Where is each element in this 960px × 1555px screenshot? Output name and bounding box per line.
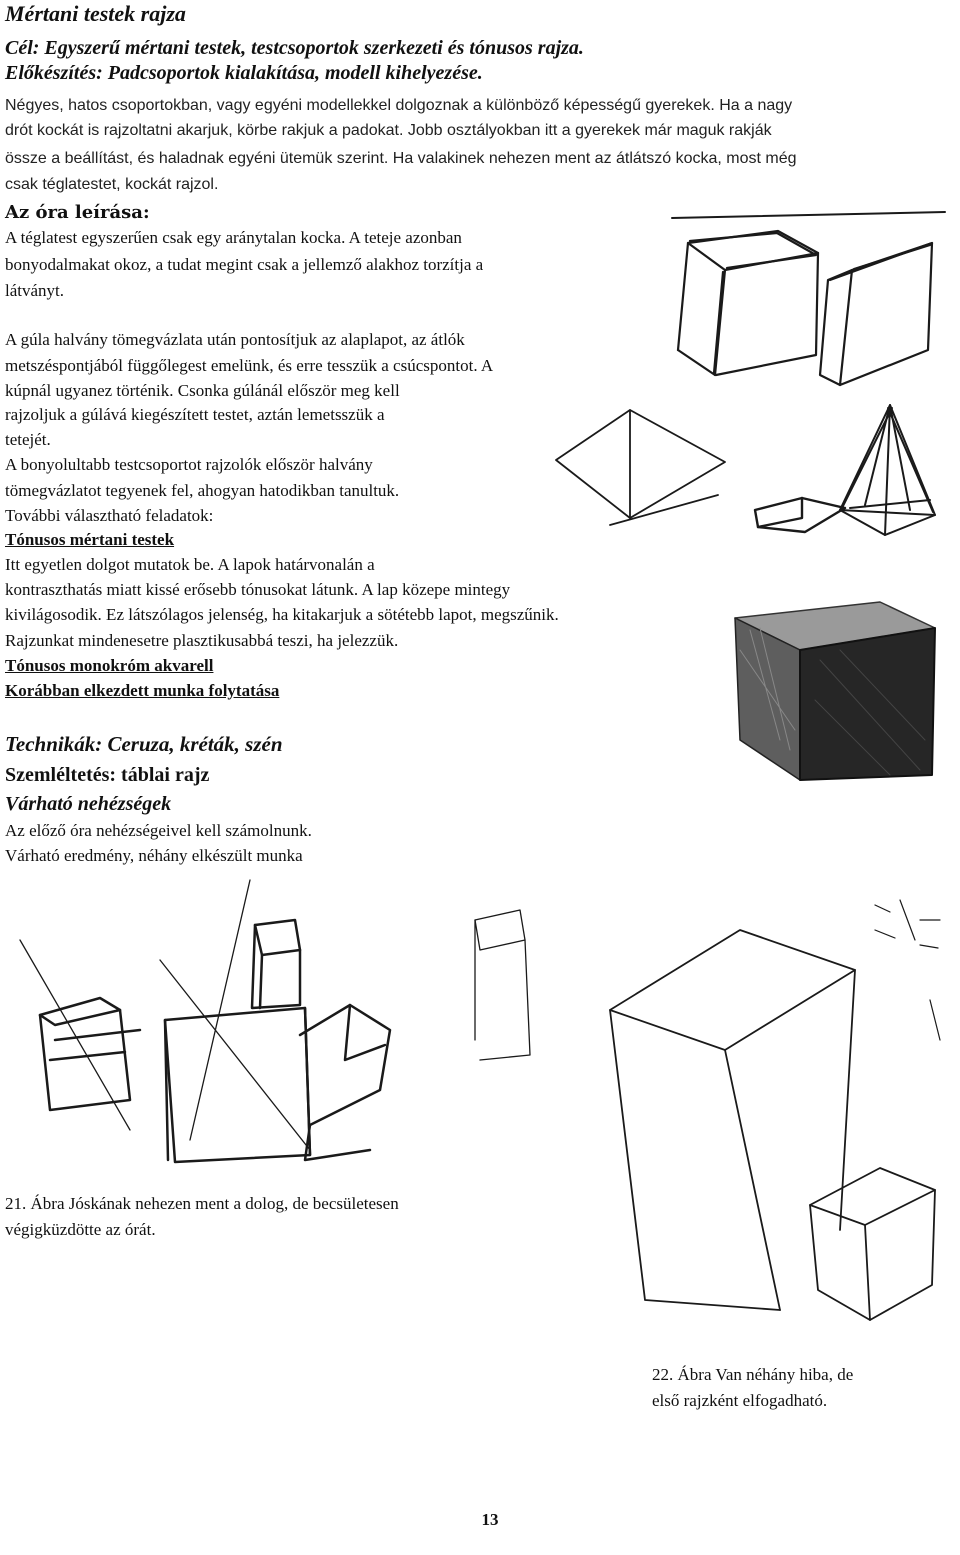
figure-21-sketch <box>10 880 550 1180</box>
tonal-line: Itt egyetlen dolgot mutatok be. A lapok határvonalán a <box>5 555 375 574</box>
pyramid-line: metszéspontjából függőlegest emelünk, és erre tesszük a csúcspontot. A <box>5 356 494 375</box>
intro-line: drót kockát is rajzoltatni akarjuk, körbe rakjuk a padokat. Jobb osztályokban itt a gyerekek már maguk rakják <box>5 122 772 139</box>
techniques-heading: Technikák: Ceruza, kréták, szén <box>5 732 283 756</box>
lesson-line: A téglatest egyszerűen csak egy aránytalan kocka. A teteje azonban <box>5 228 462 247</box>
task-watercolor: Tónusos monokróm akvarell <box>5 656 214 675</box>
pyramid-line: A gúla halvány tömegvázlata után pontosítjuk az alaplapot, az átlók <box>5 330 465 349</box>
figure-22-sketch <box>540 900 960 1340</box>
intro-line: össze a beállítást, és haladnak egyéni ütemük szerint. Ha valakinek nehezen ment az átlátszó kocka, most még <box>5 150 797 167</box>
goal-line: Cél: Egyszerű mértani testek, testcsoportok szerkezeti és tónusos rajza. <box>5 37 584 59</box>
task-tonal: Tónusos mértani testek <box>5 530 175 549</box>
caption-22: 22. Ábra Van néhány hiba, de <box>652 1365 854 1384</box>
intro-line: csak téglatestet, kockát rajzol. <box>5 176 219 193</box>
intro-line: Négyes, hatos csoportokban, vagy egyéni modellekkel dolgoznak a különböző képességű gyerekek. Ha a nagy <box>5 97 793 114</box>
tonal-line: Rajzunkat mindenesetre plasztikusabbá teszi, ha jelezzük. <box>5 631 399 650</box>
pyramid-line: tömegvázlatot tegyenek fel, ahogyan hatodikban tanultuk. <box>5 481 400 500</box>
page-number: 13 <box>481 1510 499 1529</box>
pyramid-line: tetejét. <box>5 430 51 449</box>
shaded-cube-sketch <box>720 590 960 790</box>
box-sketches <box>670 225 960 395</box>
pyramid-line: kúpnál ugyanez történik. Csonka gúlánál először meg kell <box>5 381 400 400</box>
page-title: Mértani testek rajza <box>5 1 186 26</box>
results-text: Várható eredmény, néhány elkészült munka <box>5 846 303 865</box>
caption-22: első rajzként elfogadható. <box>652 1391 828 1410</box>
lesson-heading: Az óra leírása: <box>5 202 150 223</box>
illustration-heading: Szemléltetés: táblai rajz <box>5 764 210 786</box>
lesson-line: bonyodalmakat okoz, a tudat megint csak a jellemző alakhoz torzítja a <box>5 255 484 274</box>
lesson-line: látványt. <box>5 281 65 300</box>
pyramid-line: rajzoljuk a gúlává kiegészített testet, aztán lemetsszük a <box>5 405 385 424</box>
difficulties-text: Az előző óra nehézségeivel kell számolnunk. <box>5 821 312 840</box>
pyramid-line: További választható feladatok: <box>5 506 214 525</box>
tonal-line: kontraszthatás miatt kissé erősebb tónusokat látunk. A lap közepe mintegy <box>5 580 511 599</box>
task-continue: Korábban elkezdett munka folytatása <box>5 681 280 700</box>
pyramid-sketches <box>540 400 950 550</box>
tonal-line: kivilágosodik. Ez látszólagos jelenség, ha kitakarjuk a sötétebb lapot, megszűnik. <box>5 605 559 624</box>
prep-line: Előkészítés: Padcsoportok kialakítása, modell kihelyezése. <box>5 62 483 84</box>
caption-21: 21. Ábra Jóskának nehezen ment a dolog, de becsületesen <box>5 1194 399 1213</box>
caption-21: végigküzdötte az órát. <box>5 1220 156 1239</box>
difficulties-heading: Várható nehézségek <box>5 793 172 815</box>
pyramid-line: A bonyolultabb testcsoportot rajzolók először halvány <box>5 455 373 474</box>
